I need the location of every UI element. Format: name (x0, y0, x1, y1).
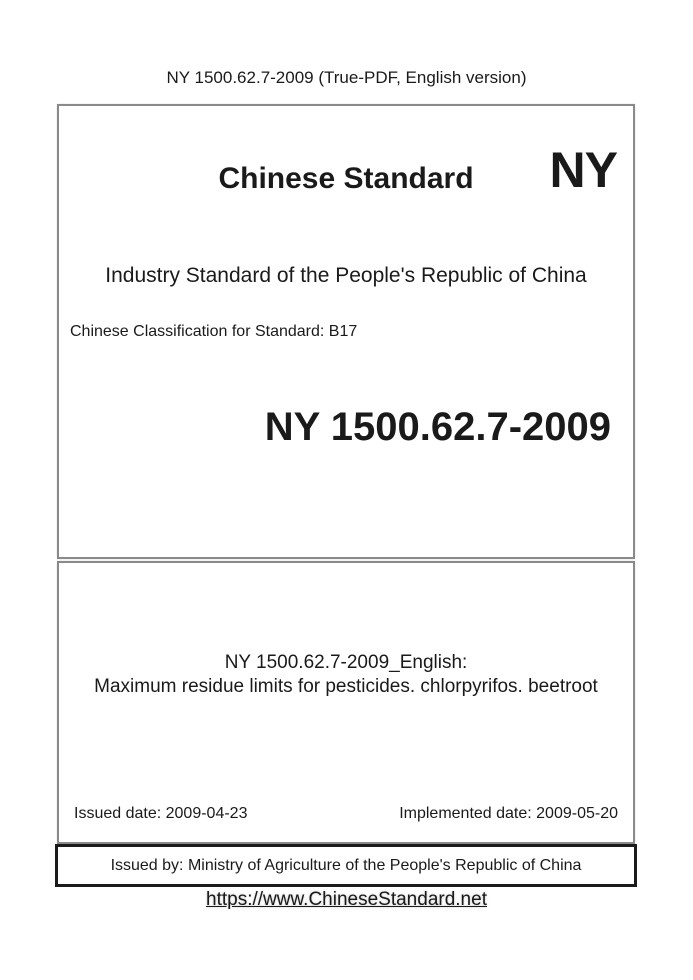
implemented-date: Implemented date: 2009-05-20 (399, 805, 618, 822)
issuer-panel (55, 844, 637, 887)
cover-top-panel (57, 104, 635, 559)
footer (0, 888, 693, 911)
page-header-title: NY 1500.62.7-2009 (True-PDF, English version) (166, 68, 527, 87)
standard-prefix-logo: NY (549, 142, 617, 198)
standard-number: NY 1500.62.7-2009 (264, 405, 611, 449)
issued-date: Issued date: 2009-04-23 (74, 805, 248, 822)
issuer-text: Issued by: Ministry of Agriculture of the People's Republic of China (110, 856, 582, 874)
english-title-line1: NY 1500.62.7-2009_English: (224, 652, 468, 673)
english-title-line2: Maximum residue limits for pesticides. chlorpyrifos. beetroot (94, 676, 598, 697)
industry-standard-subtitle: Industry Standard of the People's Republic of China (105, 264, 587, 287)
website-link[interactable]: https://www.ChineseStandard.net (206, 889, 487, 910)
classification-label: Chinese Classification for Standard: B17 (70, 323, 358, 340)
english-title (59, 651, 633, 699)
brand-title: Chinese Standard (218, 162, 474, 195)
cover-middle-panel (57, 561, 635, 844)
dates-row (74, 804, 618, 823)
